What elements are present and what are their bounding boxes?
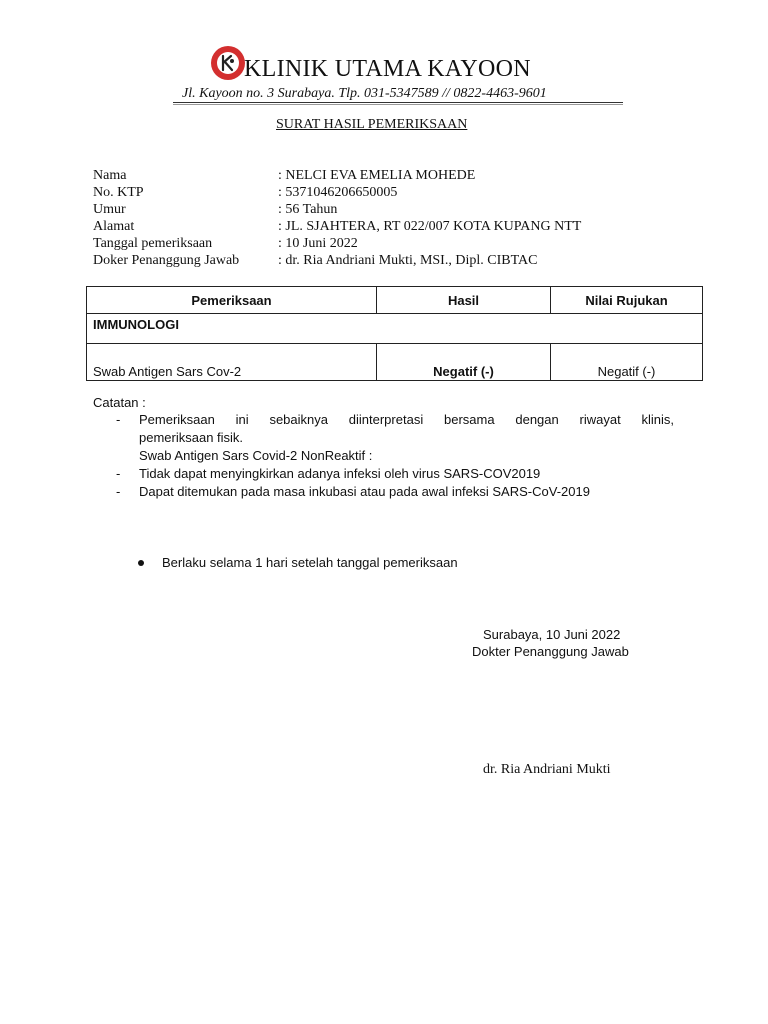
- clinic-name: KLINIK UTAMA KAYOON: [244, 56, 531, 82]
- header-divider-secondary: [173, 104, 623, 105]
- notes-title: Catatan :: [93, 395, 146, 410]
- patient-name-value: : NELCI EVA EMELIA MOHEDE: [278, 168, 476, 183]
- header-exam: Pemeriksaan: [87, 287, 377, 314]
- patient-ktp-value: : 5371046206650005: [278, 185, 398, 200]
- doctor-value: : dr. Ria Andriani Mukti, MSI., Dipl. CIBTAC: [278, 253, 538, 268]
- table-section-row: [87, 314, 703, 344]
- header-divider: [173, 102, 623, 103]
- section-immunology: IMMUNOLOGI: [87, 314, 703, 344]
- patient-address-label: Alamat: [93, 219, 135, 234]
- bullet-icon: [138, 560, 144, 566]
- signature-place-date: Surabaya, 10 Juni 2022: [483, 627, 621, 642]
- note-item-1: Pemeriksaan ini sebaiknya diinterpretasi bersama dengan riwayat klinis,: [139, 412, 674, 427]
- clinic-address: Jl. Kayoon no. 3 Surabaya. Tlp. 031-5347589 // 0822-4463-9601: [182, 86, 547, 101]
- note-subheading: Swab Antigen Sars Covid-2 NonReaktif :: [139, 448, 373, 463]
- note-item-1-continued: pemeriksaan fisik.: [139, 430, 244, 445]
- signature-name: dr. Ria Andriani Mukti: [483, 762, 611, 777]
- note-dash-3: -: [116, 484, 121, 499]
- table-header-row: [87, 287, 703, 314]
- patient-address-value: : JL. SJAHTERA, RT 022/007 KOTA KUPANG NTT: [278, 219, 582, 234]
- exam-cell: Swab Antigen Sars Cov-2: [87, 344, 377, 381]
- results-table: [86, 286, 703, 381]
- note-dash-2: -: [116, 466, 121, 481]
- table-row: [87, 344, 703, 381]
- exam-date-label: Tanggal pemeriksaan: [93, 236, 213, 251]
- validity-note: Berlaku selama 1 hari setelah tanggal pemeriksaan: [162, 555, 458, 570]
- header-reference: Nilai Rujukan: [551, 287, 703, 314]
- signature-role: Dokter Penanggung Jawab: [472, 644, 629, 659]
- patient-name-label: Nama: [93, 168, 127, 183]
- note-item-2: Tidak dapat menyingkirkan adanya infeksi oleh virus SARS-COV2019: [139, 466, 541, 481]
- patient-age-label: Umur: [93, 202, 126, 217]
- note-item-3: Dapat ditemukan pada masa inkubasi atau pada awal infeksi SARS-CoV-2019: [139, 484, 590, 499]
- reference-cell: Negatif (-): [551, 344, 703, 381]
- doctor-label: Doker Penanggung Jawab: [93, 253, 240, 268]
- clinic-logo: [210, 45, 246, 81]
- patient-ktp-label: No. KTP: [93, 185, 144, 200]
- note-dash-1: -: [116, 412, 121, 427]
- exam-date-value: : 10 Juni 2022: [278, 236, 358, 251]
- result-cell: Negatif (-): [377, 344, 551, 381]
- header-result: Hasil: [377, 287, 551, 314]
- document-title: SURAT HASIL PEMERIKSAAN: [276, 117, 468, 132]
- patient-age-value: : 56 Tahun: [278, 202, 338, 217]
